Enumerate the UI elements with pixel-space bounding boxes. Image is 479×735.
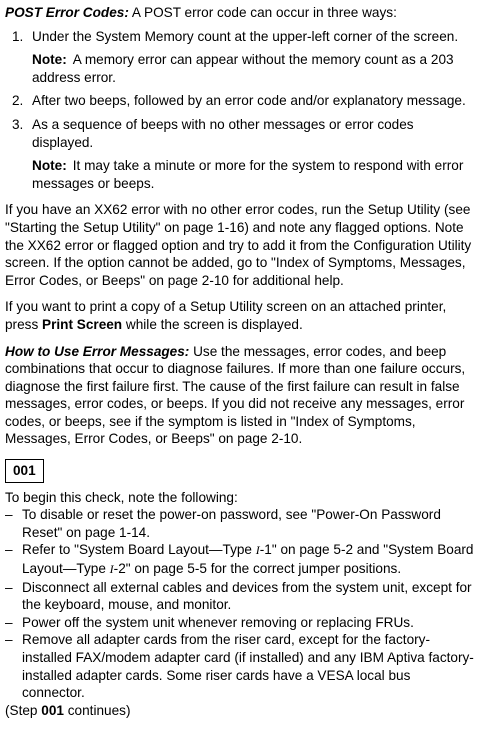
step-continues (5, 702, 474, 720)
section-heading-how-to-use: How to Use Error Messages: (5, 343, 190, 359)
list-number: 3. (12, 116, 24, 132)
type-symbol: I (255, 543, 260, 558)
note-text: A memory error can appear without the memory count as a 203 address error. (32, 52, 454, 85)
note-label: Note: (32, 158, 67, 174)
step-intro: To begin this check, note the following: (5, 489, 238, 505)
how-to-use-paragraph (5, 343, 474, 449)
section-heading-post-error-codes: POST Error Codes: (5, 5, 129, 20)
note-label: Note: (32, 52, 67, 68)
note-memory-error (32, 51, 474, 86)
checklist-text: Remove all adapter cards from the riser card, except for the factory-installed FAX/modem adapter card (if installed) and any IBM Aptiva factory-installed adapter cards. Some riser cards have a VESA local bus connector. (22, 632, 474, 701)
list-number: 1. (12, 28, 24, 44)
list-item (5, 28, 474, 46)
step-number-box: 001 (5, 459, 44, 483)
print-text-before: If you want to print a copy of a Setup Utility screen on an attached printer, press (5, 299, 447, 332)
print-screen-key: Print Screen (42, 316, 123, 332)
checklist-text: Refer to "System Board Layout—Type (22, 542, 252, 558)
xx62-error-paragraph: If you have an XX62 error with no other error codes, run the Setup Utility (see "Starting the Setup Utility" on page 1-16) and note any flagged options. Note the XX62 error or flagged option and try to add it from the Configuration Utility screen. If the option cannot be added, go to "Index of Symptoms, Messages, Error Codes, or Beeps" on page 2-10 for additional help. (5, 202, 472, 288)
dash-bullet: – (5, 632, 13, 648)
list-item-text: As a sequence of beeps with no other messages or error codes displayed. (32, 116, 414, 150)
post-error-codes-intro (5, 4, 474, 22)
dash-bullet: – (5, 614, 13, 630)
dash-bullet: – (5, 507, 13, 523)
list-item (5, 92, 474, 110)
dash-bullet: – (5, 542, 13, 558)
type-symbol: I (109, 562, 114, 577)
post-error-ways-list (5, 28, 474, 46)
print-text-after: while the screen is displayed. (125, 316, 303, 332)
note-response-time (32, 157, 474, 192)
print-screen-paragraph (5, 298, 474, 333)
checklist-item (5, 614, 474, 632)
continues-step-number: 001 (41, 702, 64, 718)
checklist-text: -2" on page 5-5 for the correct jumper positions. (113, 561, 402, 577)
note-text: It may take a minute or more for the system to respond with error messages or beeps. (32, 158, 464, 191)
list-item (5, 116, 474, 151)
checklist-item (5, 506, 474, 541)
checklist-item (5, 541, 474, 578)
checklist-item (5, 631, 474, 701)
continues-open: (Step (5, 702, 38, 718)
checklist-item (5, 579, 474, 614)
step-checklist (5, 506, 474, 702)
checklist-text: Disconnect all external cables and devices from the system unit, except for the keyboard, mouse, and monitor. (22, 579, 472, 613)
list-number: 2. (12, 93, 24, 109)
continues-close: continues) (67, 702, 131, 718)
checklist-text: Power off the system unit whenever removing or replacing FRUs. (22, 614, 414, 630)
dash-bullet: – (5, 579, 13, 595)
post-error-ways-list-cont (5, 92, 474, 151)
post-intro-text: A POST error code can occur in three ways: (131, 5, 397, 20)
checklist-text: -1" on page 5-2 and "System Board Layout—Type (22, 542, 474, 577)
checklist-text: To disable or reset the power-on password, see "Power-On Password Reset" on page 1-14. (22, 507, 441, 540)
how-to-text: Use the messages, error codes, and beep combinations that occur to diagnose failures. If more than one failure occurs, diagnose the first failure first. The cause of the first failure can result in false messages, error codes, or beeps. If you did not receive any messages, error codes, or beeps, see if the symptom is listed in "Index of Symptoms, Messages, Error Codes, or Beeps" on page 2-10. (5, 343, 466, 447)
list-item-text: Under the System Memory count at the upper-left corner of the screen. (32, 28, 459, 44)
list-item-text: After two beeps, followed by an error code and/or explanatory message. (32, 93, 466, 109)
